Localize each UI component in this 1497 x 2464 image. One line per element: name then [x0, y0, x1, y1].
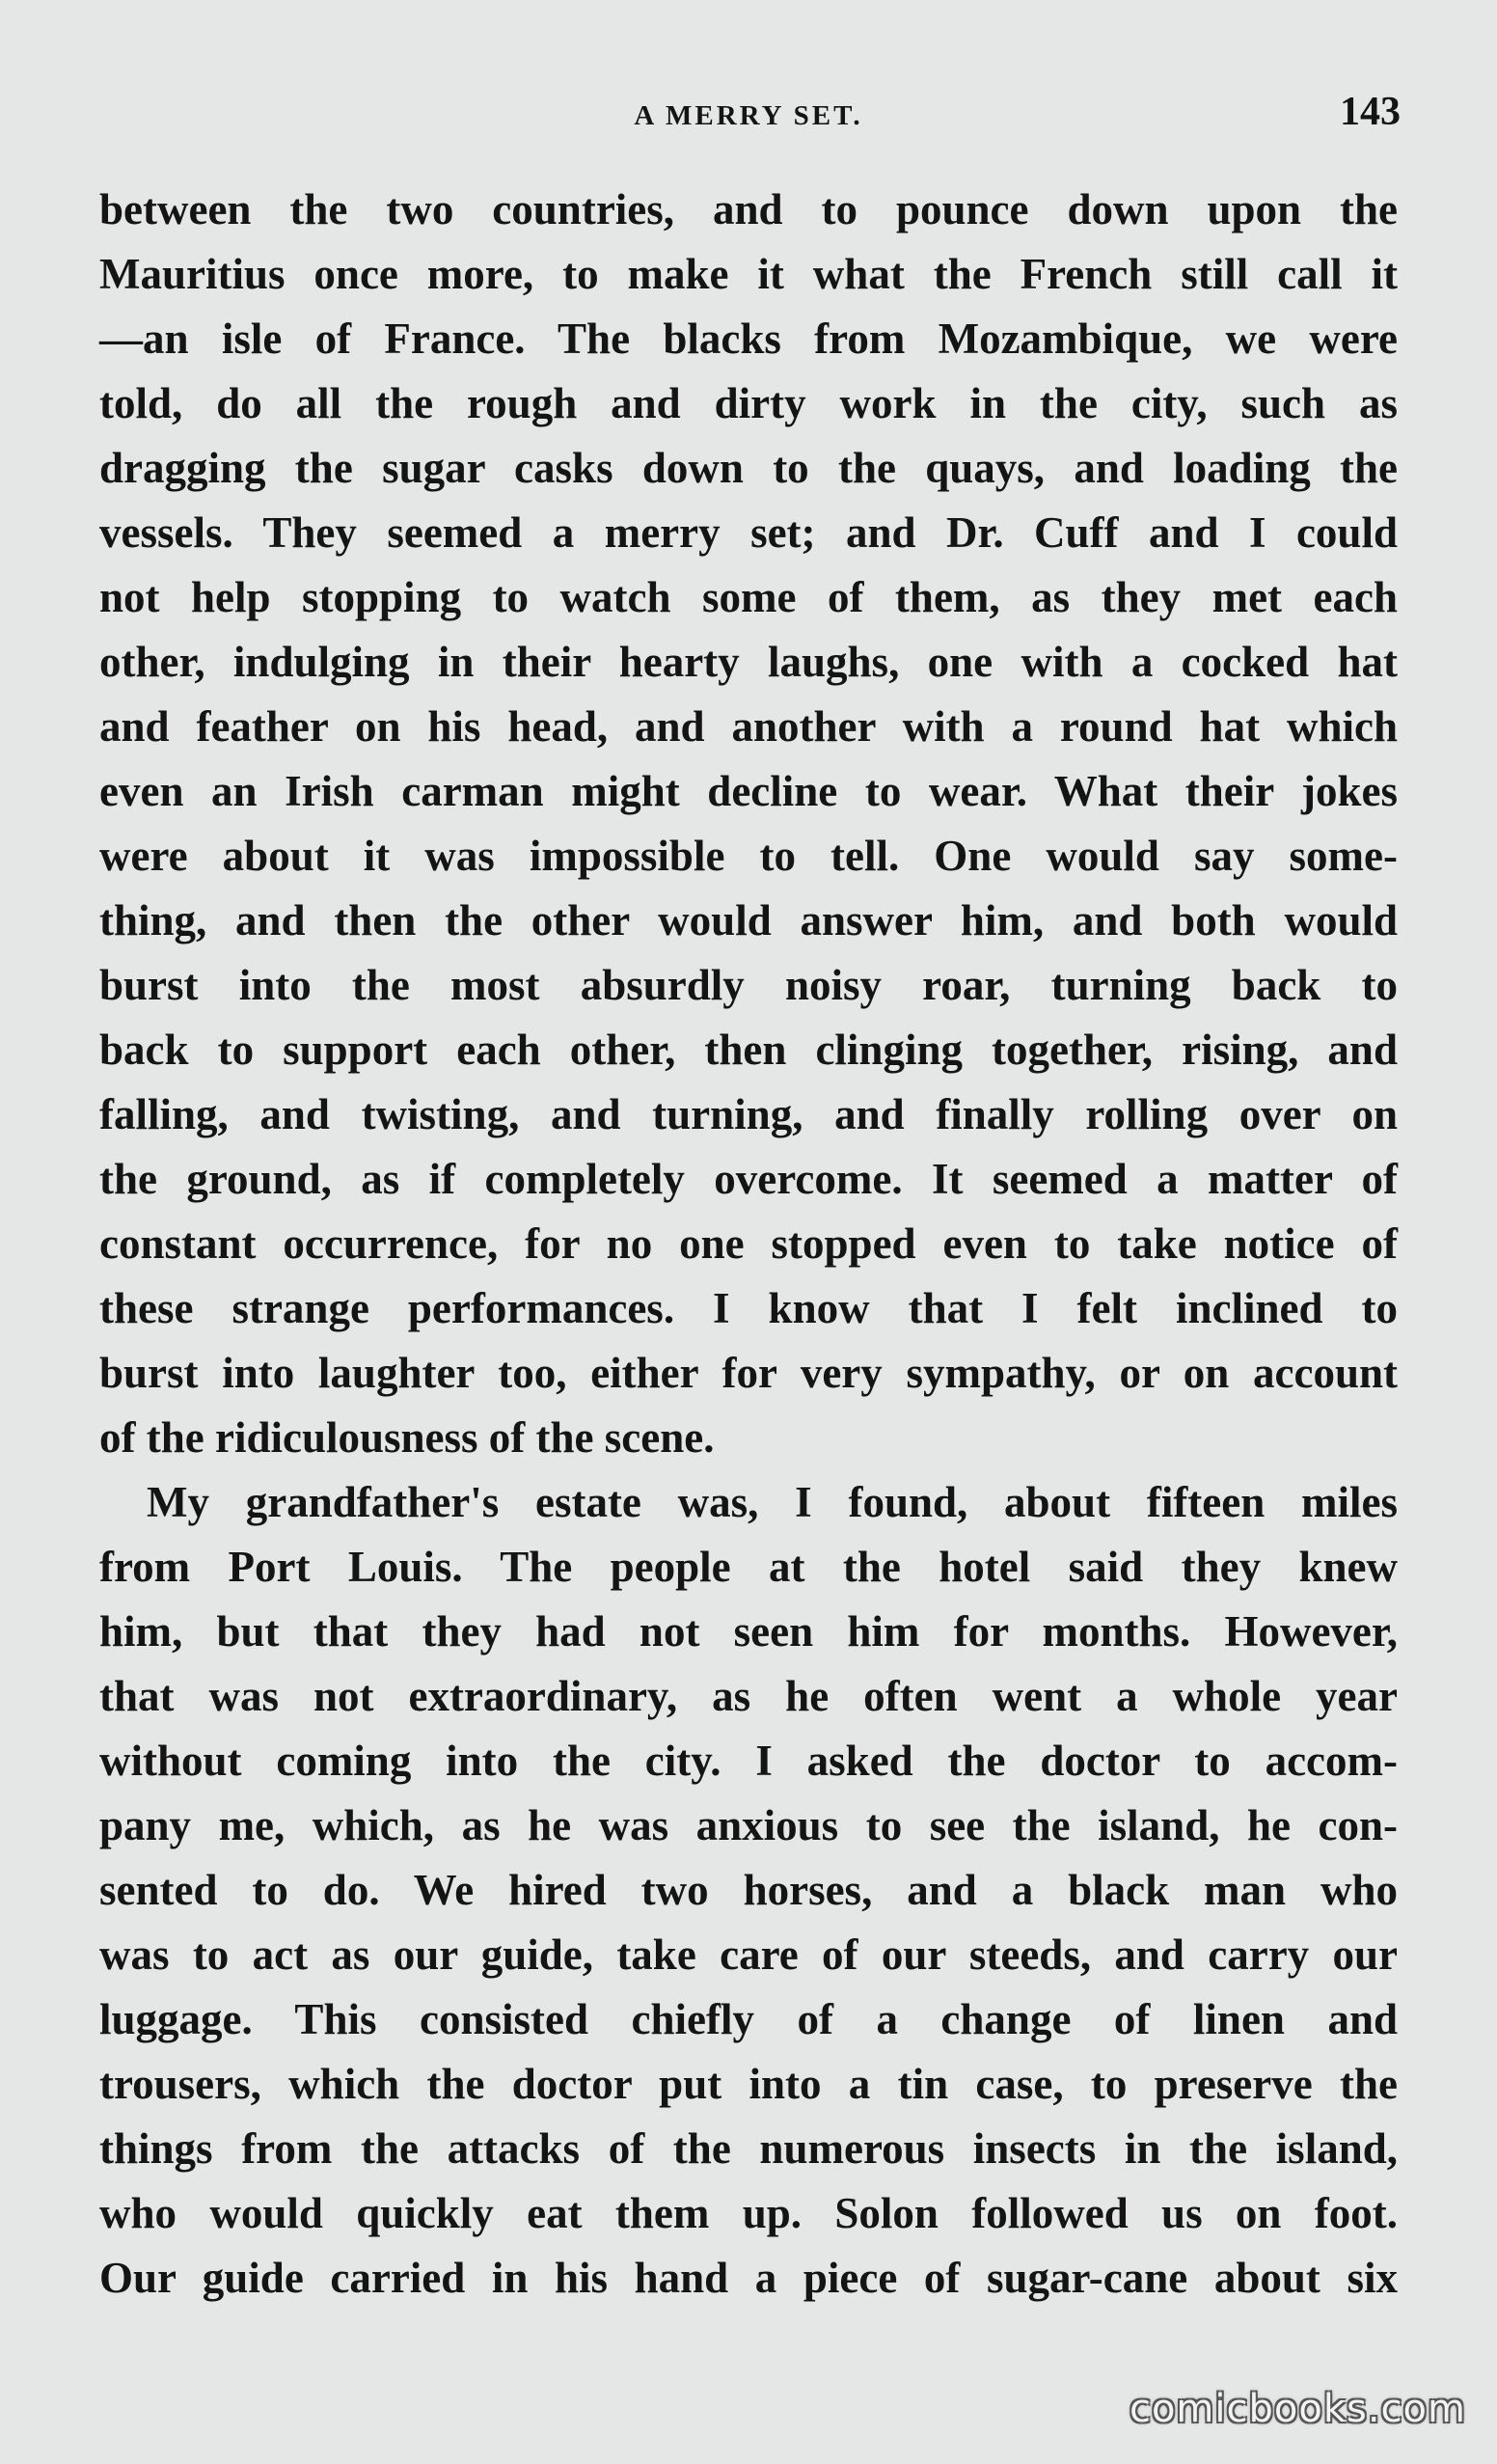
- text-line: My grandfather's estate was, I found, about fifteen miles: [147, 1478, 1398, 1526]
- text-line: between the two countries, and to pounce down upon the: [99, 185, 1398, 233]
- text-line: and feather on his head, and another with a round hat which: [99, 702, 1398, 751]
- text-line: without coming into the city. I asked the doctor to accom-: [99, 1737, 1398, 1785]
- text-line: the ground, as if completely overcome. It seemed a matter of: [99, 1155, 1398, 1203]
- text-line: things from the attacks of the numerous insects in the island,: [99, 2124, 1398, 2173]
- text-line: him, but that they had not seen him for months. However,: [99, 1607, 1398, 1656]
- text-line: falling, and twisting, and turning, and finally rolling over on: [99, 1090, 1398, 1138]
- text-line: these strange performances. I know that I felt inclined to: [99, 1284, 1398, 1332]
- text-line: were about it was impossible to tell. One would say some-: [99, 832, 1398, 880]
- text-line: told, do all the rough and dirty work in the city, such as: [99, 379, 1398, 427]
- text-line: that was not extraordinary, as he often went a whole year: [99, 1672, 1398, 1720]
- body-text: [99, 178, 1398, 2311]
- text-line: was to act as our guide, take care of our steeds, and carry our: [99, 1930, 1398, 1979]
- paragraph-2: [99, 1470, 1398, 2311]
- watermark: comicbooks.com: [1129, 2387, 1466, 2431]
- text-line: dragging the sugar casks down to the quays, and loading the: [99, 444, 1398, 492]
- text-line: from Port Louis. The people at the hotel said they knew: [99, 1543, 1398, 1591]
- text-line: trousers, which the doctor put into a tin case, to preserve the: [99, 2060, 1398, 2108]
- text-line: other, indulging in their hearty laughs, one with a cocked hat: [99, 638, 1398, 686]
- text-line: back to support each other, then clinging together, rising, and: [99, 1026, 1398, 1074]
- text-line: not help stopping to watch some of them, as they met each: [99, 573, 1398, 621]
- text-line: vessels. They seemed a merry set; and Dr. Cuff and I could: [99, 508, 1398, 557]
- text-line: thing, and then the other would answer him, and both would: [99, 896, 1398, 945]
- text-line: burst into the most absurdly noisy roar, turning back to: [99, 961, 1398, 1009]
- page-number: 143: [1340, 90, 1401, 134]
- text-line: even an Irish carman might decline to wear. What their jokes: [99, 767, 1398, 815]
- text-line: pany me, which, as he was anxious to see the island, he con-: [99, 1801, 1398, 1849]
- page-header: [96, 89, 1401, 147]
- text-line: of the ridiculousness of the scene.: [99, 1413, 715, 1462]
- text-line: Our guide carried in his hand a piece of sugar-cane about six: [99, 2254, 1398, 2302]
- text-line: luggage. This consisted chiefly of a change of linen and: [99, 1995, 1398, 2043]
- text-line: constant occurrence, for no one stopped even to take notice of: [99, 1219, 1398, 1268]
- paragraph-1: [99, 178, 1398, 1470]
- text-line: Mauritius once more, to make it what the French still call it: [99, 250, 1398, 298]
- text-line: who would quickly eat them up. Solon followed us on foot.: [99, 2189, 1398, 2237]
- text-line: —an isle of France. The blacks from Mozambique, we were: [99, 315, 1398, 363]
- running-title: A MERRY SET.: [634, 100, 863, 131]
- text-line: burst into laughter too, either for very sympathy, or on account: [99, 1349, 1398, 1397]
- text-line: sented to do. We hired two horses, and a black man who: [99, 1866, 1398, 1914]
